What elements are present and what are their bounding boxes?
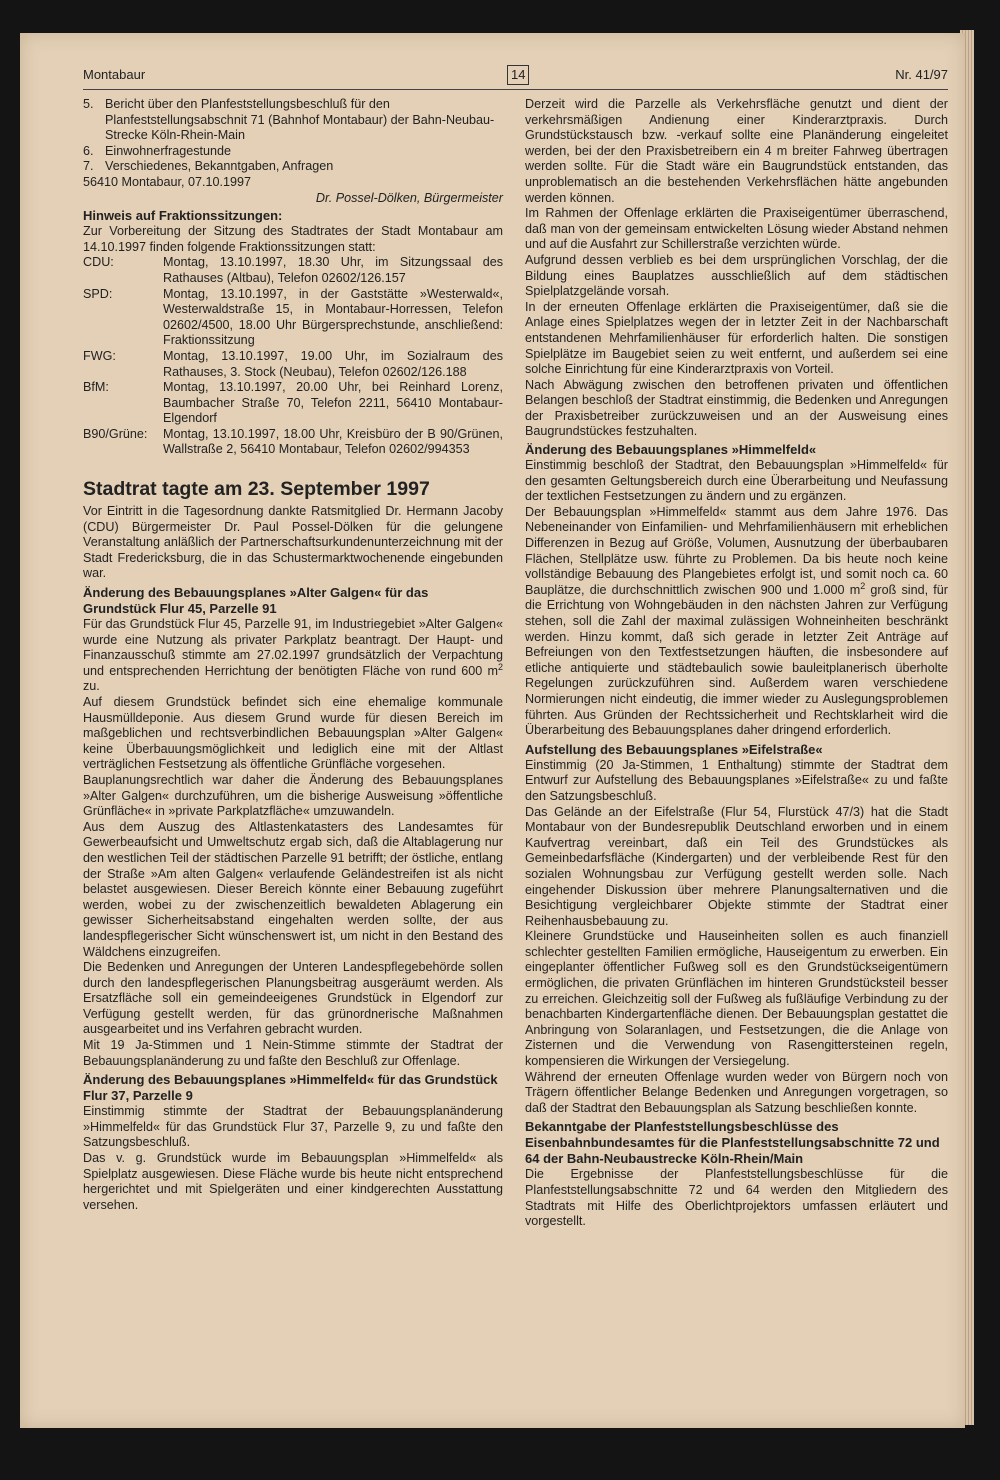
paragraph: Einstimmig stimmte der Stadtrat der Bebauungsplanänderung »Himmelfeld« für das Grundstück Flur 37, Parzelle 9, zu und faßte den Satzungsbeschluß.	[83, 1104, 503, 1150]
section-heading-planfeststellung: Bekanntgabe der Planfeststellungsbeschlüsse des Eisenbahnbundesamtes für die Planfeststellungsabschnitte 72 und 64 der Bahn-Neubaustrecke Köln-Rhein/Main	[525, 1119, 940, 1167]
place-date: 56410 Montabaur, 07.10.1997	[83, 174, 252, 189]
party-entry: B90/Grüne: Montag, 13.10.1997, 18.00 Uhr, Kreisbüro der B 90/Grünen, Wallstraße 2, 56410 Montabaur, Telefon 02602/994353	[83, 426, 503, 457]
paragraph: Kleinere Grundstücke und Hauseinheiten sollen es auch finanziell schlechter gestellten Familien ermögliche, Hauseigentum zu erwerben. Ein eingeplanter öffentlicher Fußweg soll es den Grundstückseigentümern ermöglichen, die privaten Grünflächen im hinteren Grundstücksteil besser zu erreichen. Gleichzeitig soll der Fußweg als fußläufige Verbindung zu der benachbarten Kindergartenfläche dienen. Der Bebauungsplan gestattet die Anbringung von Solaranlagen, und Festsetzungen, die die Anlage von Zisternen und die Verwendung von Rasengittersteinen regeln, kompensieren die Wirkungen der Versiegelung.	[525, 929, 948, 1069]
fraktion-heading: Hinweis auf Fraktionssitzungen:	[83, 208, 283, 224]
article-intro: Vor Eintritt in die Tagesordnung dankte Ratsmitglied Dr. Hermann Jacoby (CDU) Bürgermeister Dr. Paul Possel-Dölken für die gelungene Veranstaltung anläßlich der Partnerschaftsurkundenunterzeichnung mit der Stadt Fredericksburg, die in das Schustermarktwochenende eingebunden war.	[83, 504, 503, 581]
agenda-item: 5. Bericht über den Planfeststellungsbeschluß für den Planfeststellungsabschnit 71 (Bahnhof Montabaur) der Bahn-Neubau-Strecke Köln-Rhein-Main	[83, 97, 495, 143]
section-heading-himmelfeld-flur37: Änderung des Bebauungsplanes »Himmelfeld« für das Grundstück Flur 37, Parzelle 9	[83, 1072, 498, 1104]
paragraph: Aufgrund dessen verblieb es bei dem ursprünglichen Vorschlag, der die Bildung eines Bauplatzes ausschließlich auf dem städtischen Spielplatzgelände vorsah.	[525, 252, 948, 299]
paragraph: Der Bebauungsplan »Himmelfeld« stammt aus dem Jahre 1976. Das Nebeneinander von Einfamilien- und Mehrfamilienhäusern mit erheblichen Differenzen in Bezug auf Größe, Volumen, Ausnutzung der überbaubaren Flächen, Stellplätze usw. führte zu Problemen. Da bis heute noch keine vollständige Bebauung des Plangebietes erfolgt ist, und somit noch ca. 60 Bauplätze, die durchschnittlich zwischen 900 und 1.000 $m^2$ groß sind, für die Errichtung von Wohngebäuden in den nächsten Jahren zur Verfügung stehen, soll die Zahl der maximal zulässigen Wohneinheiten beschränkt werden. Hinzu kommt, daß sich gerade in letzter Zeit Anträge auf Befreiungen von den Textfestsetzungen häuften, die insbesondere auf etliche antiquierte und städtebaulich sowie bauleitplanerisch überholte Regelungen zurückzuführen sind. Außerdem waren verschiedene Normierungen nicht eindeutig, die immer wieder zu Auslegungsproblemen führten. Aus Gründen der Rechtssicherheit und Rechtsklarheit wird die Überarbeitung des Bebauungsplanes daher dringend erforderlich.	[525, 504, 948, 738]
paragraph: Aus dem Auszug des Altlastenkatasters des Landesamtes für Gewerbeaufsicht und Umweltschutz ergab sich, daß die Altablagerung nur den westlichen Teil der städtischen Parzelle 91 betrifft; der östliche, entlang der Straße »Am alten Galgen« verlaufende Geländestreifen ist als nicht belastet ausgewiesen. Dieser Bereich könnte einer Bebauung zugeführt werden, wobei zu der zwischenzeitlich bewaldeten Ablagerung ein gewisser Sicherheitsabstand eingehalten werden sollte, der aus landespflegerischer Sicht wünschenswert ist, um nicht in den Bestand des Wäldchens einzugreifen.	[83, 819, 503, 959]
paragraph: Mit 19 Ja-Stimmen und 1 Nein-Stimme stimmte der Stadtrat der Bebauungsplanänderung zu und faßte den Beschluß zur Offenlage.	[83, 1038, 503, 1068]
left-column	[83, 97, 503, 1213]
section-heading-alter-galgen: Änderung des Bebauungsplanes »Alter Galgen« für das Grundstück Flur 45, Parzelle 91	[83, 585, 429, 617]
paragraph: Für das Grundstück Flur 45, Parzelle 91, im Industriegebiet »Alter Galgen« wurde eine Nutzung als privater Parkplatz beantragt. Der Haupt- und Finanzausschuß stimmte am 27.02.1997 grundsätzlich der Verpachtung und entsprechenden Herrichtung der benötigten Fläche von rund 600 $m^2$ zu.	[83, 617, 503, 694]
page-number: 14	[507, 65, 529, 85]
section-heading-himmelfeld: Änderung des Bebauungsplanes »Himmelfeld«	[525, 442, 817, 458]
signature: Dr. Possel-Dölken, Bürgermeister	[315, 190, 503, 205]
party-entry: BfM: Montag, 13.10.1997, 20.00 Uhr, bei Reinhard Lorenz, Baumbacher Straße 70, Telefon 2211, 56410 Montabaur-Elgendorf	[83, 380, 503, 426]
section-heading-eifelstrasse: Aufstellung des Bebauungsplanes »Eifelstraße«	[525, 741, 823, 757]
agenda-item: 6. Einwohnerfragestunde	[83, 143, 232, 158]
paragraph: Die Bedenken und Anregungen der Unteren Landespflegebehörde sollen durch den landespflegerischen Planungsbeitrag ausgeräumt werden. Als Ersatzfläche soll ein gemeindeeigenes Grundstück in Elgendorf zur Verfügung gestellt werden, für das grünordnerische Maßnahmen ausgearbeitet und ins Verfahren gebracht wurden.	[83, 960, 503, 1037]
issue-number: Nr. 41/97	[895, 67, 948, 82]
paragraph: Das v. g. Grundstück wurde im Bebauungsplan »Himmelfeld« als Spielplatz ausgewiesen. Diese Fläche wurde bis heute nicht entsprechend hergerichtet und mit Spielgeräten und einer kindgerechten Ausstattung versehen.	[83, 1151, 503, 1212]
paragraph: Bauplanungsrechtlich war daher die Änderung des Bebauungsplanes »Alter Galgen« durchzuführen, um die bisherige Ausweisung »öffentliche Grünfläche« in »private Parkplatzfläche« umzuwandeln.	[83, 772, 503, 819]
paragraph: Derzeit wird die Parzelle als Verkehrsfläche genutzt und dient der verkehrsmäßigen Andienung einer Kinderarztpraxis. Durch Grundstückstausch bzw. -verkauf sollte eine Planänderung eingeleitet werden, bei der den Praxisbetreibern ein 4 m breiter Fahrweg übertragen werden sollte. Für die Stadt wäre ein Baugrundstück entstanden, das unproblematisch an die bestehenden Verkehrsflächen hätte angebunden werden können.	[525, 97, 948, 205]
page-header	[83, 63, 948, 90]
paragraph: In der erneuten Offenlage erklärten die Praxiseigentümer, daß sie die Anlage eines Spielplatzes wegen der in letzter Zeit in der Nachbarschaft entstandenen Mehrfamilienhäuser für erforderlich halten. Die sonstigen Spielplätze im Baugebiet seien zu weit entfernt, und außerdem sei eine solche Einrichtung für eine Kinderarztpraxis von Vorteil.	[525, 299, 948, 377]
paragraph: Während der erneuten Offenlage wurden weder von Bürgern noch von Trägern öffentlicher Belange Bedenken und Anregungen vorgetragen, so daß der Stadtrat den Bebauungsplan als Satzung beschließen konnte.	[525, 1069, 948, 1115]
paragraph: Nach Abwägung zwischen den betroffenen privaten und öffentlichen Belangen beschloß der Stadtrat einstimmig, die Bedenken und Anregungen der Praxisbetreiber zurückzuweisen und an der Ausweisung eines Baugrundstückes festzuhalten.	[525, 377, 948, 439]
header-town: Montabaur	[83, 67, 146, 82]
article-title: Stadtrat tagte am 23. September 1997	[83, 478, 430, 501]
party-entry: FWG: Montag, 13.10.1997, 19.00 Uhr, im Sozialraum des Rathauses, 3. Stock (Neubau), Telefon 02602/126.188	[83, 348, 503, 379]
paragraph: Auf diesem Grundstück befindet sich eine ehemalige kommunale Hausmülldeponie. Aus diesem Grund wurde für diesen Bereich im maßgeblichen und rechtsverbindlichen Bebauungsplan »Alter Galgen« keine Überbauungsmöglichkeit und lediglich eine mit der Altlast verträglichen Festsetzung als öffentliche Grünfläche vorgesehen.	[83, 695, 503, 772]
newspaper-page	[20, 33, 965, 1428]
paragraph: Das Gelände an der Eifelstraße (Flur 54, Flurstück 47/3) hat die Stadt Montabaur von der Bundesrepublik Deutschland erworben und in einem Kaufvertrag vereinbart, daß ein Teil des Grundstückes als Gemeinbedarfsfläche (Kindergarten) und der verbleibende Rest für den sozialen Wohnungsbau zur Verfügung gestellt werden solle. Nach eingehender Diskussion über mehrere Planungsalternativen und die Besichtigung vergleichbarer Objekte stimmte der Stadtrat einer Reihenhausbebauung zu.	[525, 804, 948, 928]
fraktion-intro: Zur Vorbereitung der Sitzung des Stadtrates der Stadt Montabaur am 14.10.1997 finden folgende Fraktionssitzungen statt:	[83, 224, 503, 254]
paragraph: Einstimmig (20 Ja-Stimmen, 1 Enthaltung) stimmte der Stadtrat dem Entwurf zur Aufstellung des Bebauungsplanes »Eifelstraße« zu und faßte den Satzungsbeschluß.	[525, 757, 948, 803]
paragraph: Einstimmig beschloß der Stadtrat, den Bebauungsplan »Himmelfeld« für den gesamten Geltungsbereich durch eine Überarbeitung und Neufassung der textlichen Festsetzungen zu ändern und zu ergänzen.	[525, 458, 948, 504]
agenda-item: 7. Verschiedenes, Bekanntgaben, Anfragen	[83, 159, 334, 174]
party-entry: CDU: Montag, 13.10.1997, 18.30 Uhr, im Sitzungssaal des Rathauses (Altbau), Telefon 02602/126.157	[83, 255, 503, 285]
paragraph: Die Ergebnisse der Planfeststellungsbeschlüsse für die Planfeststellungsabschnitte 72 und 64 werden den Mitgliedern des Stadtrats mit Hilfe des Oberlichtprojektors umfassen erläutert und vorgestellt.	[525, 1167, 948, 1229]
party-entry: SPD: Montag, 13.10.1997, in der Gaststätte »Westerwald«, Westerwaldstraße 15, in Montabaur-Horressen, Telefon 02602/4500, 18.00 Uhr Bürgersprechstunde, anschließend: Fraktionssitzung	[83, 286, 503, 348]
right-column	[525, 97, 948, 1230]
paragraph: Im Rahmen der Offenlage erklärten die Praxiseigentümer überraschend, daß man von der gemeinsam entwickelten Lösung wieder Abstand nehmen und auf die Ausfahrt zur Schillerstraße verzichten würde.	[525, 206, 948, 252]
